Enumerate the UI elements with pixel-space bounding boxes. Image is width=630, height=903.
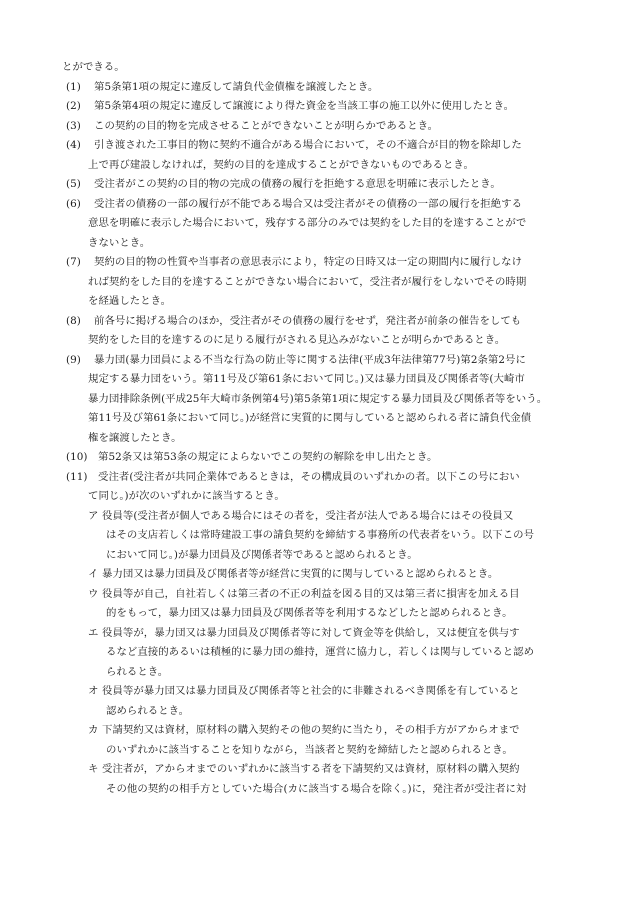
line-text: とができる。 <box>62 61 125 73</box>
line-text: を経過したとき。 <box>88 295 172 307</box>
line-text: 契約の目的物の性質や当事者の意思表示により，特定の日時又は一定の期間内に履行しなけ <box>94 256 523 268</box>
line-text: のいずれかに該当することを知りながら，当該者と契約を締結したと認められるとき。 <box>106 743 513 756</box>
line-text: その他の契約の相手方としていた場合(カに該当する場合を除く。)に，発注者が受注者に対 <box>106 782 527 795</box>
text-line <box>62 721 582 741</box>
sub-item-marker: ア <box>88 509 99 522</box>
text-line <box>62 136 582 156</box>
line-text: 引き渡された工事目的物に契約不適合がある場合において，その不適合が目的物を除却した <box>94 139 522 151</box>
line-text: 契約をした目的を達するのに足りる履行がされる見込みがないことが明らかであるとき。 <box>88 334 506 346</box>
text-line <box>62 663 582 683</box>
line-text: 第52条又は第53条の規定によらないでこの契約の解除を申し出たとき。 <box>98 451 438 463</box>
text-line <box>62 526 582 546</box>
line-text: るなど直接的あるいは積極的に暴力団の維持，運営に協力し，若しくは関与していると認め <box>106 646 535 658</box>
text-line <box>62 585 582 605</box>
text-line <box>62 370 582 390</box>
line-text: 受注者が，アからオまでのいずれかに該当する者を下請契約又は資材，原材料の購入契約 <box>102 763 520 775</box>
line-text: 役員等が暴力団又は暴力団員及び関係者等と社会的に非難されるべき関係を有していると <box>102 685 520 697</box>
text-line <box>62 351 582 371</box>
line-text: れば契約をした目的を達することができない場合において，受注者が履行をしないでその時期 <box>88 275 527 288</box>
text-line <box>62 58 582 78</box>
text-line <box>62 682 582 702</box>
line-text: 役員等(受注者が個人である場合にはその者を，受注者が法人である場合にはその役員又 <box>102 509 514 522</box>
line-text: 暴力団又は暴力団員及び関係者等が経営に実質的に関与していると認められるとき。 <box>102 568 499 580</box>
line-text: 的をもって，暴力団又は暴力団員及び関係者等を利用するなどしたと認められるとき。 <box>106 607 513 619</box>
text-line <box>62 604 582 624</box>
text-line <box>62 331 582 351</box>
text-line <box>62 273 582 293</box>
line-text: 受注者の債務の一部の履行が不能である場合又は受注者がその債務の一部の履行を拒絶する <box>94 197 523 210</box>
item-number: (4) <box>66 139 81 151</box>
line-text: この契約の目的物を完成させることができないことが明らかであるとき。 <box>94 119 439 132</box>
text-line <box>62 429 582 449</box>
text-line <box>62 409 582 429</box>
text-line <box>62 97 582 117</box>
text-line <box>62 390 582 410</box>
line-text: 下請契約又は資材，原材料の購入契約その他の契約に当たり，その相手方がアからオまで <box>102 724 520 736</box>
item-number: (2) <box>66 100 81 112</box>
item-number: (11) <box>66 470 88 483</box>
line-text: 暴力団(暴力団員による不当な行為の防止等に関する法律(平成3年法律第77号)第2条第2号に <box>94 353 526 366</box>
item-number: (6) <box>66 197 81 210</box>
text-line <box>62 253 582 273</box>
line-text: 役員等が，暴力団又は暴力団員及び関係者等に対して資金等を供給し，又は便宜を供与す <box>102 626 520 639</box>
line-text: 暴力団排除条例(平成25年大崎市条例第4号)第5条第1項に規定する暴力団員及び関係者等をいう。 <box>88 392 548 405</box>
sub-item-marker: イ <box>88 568 99 580</box>
line-text: 前各号に掲げる場合のほか，受注者がその債務の履行をせず，発注者が前条の催告をしても <box>94 314 522 327</box>
line-text: 受注者(受注者が共同企業体であるときは，その構成員のいずれかの者。以下この号におい <box>98 470 520 483</box>
line-text: きないとき。 <box>88 236 151 249</box>
text-line <box>62 546 582 566</box>
line-text: において同じ。)が暴力団員及び関係者等であると認められるとき。 <box>106 548 418 561</box>
sub-item-marker: ウ <box>88 587 99 600</box>
sub-item-marker: カ <box>88 724 99 736</box>
text-line <box>62 292 582 312</box>
line-text: 認められるとき。 <box>106 704 190 717</box>
text-line <box>62 195 582 215</box>
line-text: はその支店若しくは常時建設工事の請負契約を締結する事務所の代表者をいう。以下この号 <box>106 529 535 541</box>
line-text: 上で再び建設しなければ，契約の目的を達成することができないものであるとき。 <box>88 158 474 171</box>
item-number: (10) <box>66 451 88 463</box>
line-text: 権を譲渡したとき。 <box>88 431 182 444</box>
document-page <box>62 58 582 799</box>
text-line <box>62 156 582 176</box>
text-line <box>62 643 582 663</box>
item-number: (5) <box>66 178 81 190</box>
text-line <box>62 117 582 137</box>
item-number: (3) <box>66 119 81 132</box>
line-text: られるとき。 <box>106 665 169 678</box>
text-line <box>62 741 582 761</box>
text-line <box>62 312 582 332</box>
item-number: (7) <box>66 256 81 268</box>
text-line <box>62 565 582 585</box>
text-line <box>62 702 582 722</box>
sub-item-marker: キ <box>88 763 99 775</box>
text-line <box>62 624 582 644</box>
item-number: (8) <box>66 314 81 327</box>
text-line <box>62 468 582 488</box>
text-line <box>62 175 582 195</box>
line-text: 第5条第4項の規定に違反して譲渡により得た資金を当該工事の施工以外に使用したとき。 <box>94 100 515 112</box>
item-number: (1) <box>66 80 81 93</box>
text-line <box>62 78 582 98</box>
item-number: (9) <box>66 353 81 366</box>
text-line <box>62 507 582 527</box>
line-text: 第11号及び第61条において同じ。)が経営に実質的に関与していると認められる者に請負代金債 <box>88 412 532 424</box>
sub-item-marker: エ <box>88 626 99 639</box>
line-text: 第5条第1項の規定に違反して請負代金債権を譲渡したとき。 <box>94 80 379 93</box>
line-text: 意思を明確に表示した場合において，残存する部分のみでは契約をした目的を達することがで <box>88 217 527 229</box>
line-text: 受注者がこの契約の目的物の完成の債務の履行を拒絶する意思を明確に表示したとき。 <box>94 178 501 190</box>
line-text: 規定する暴力団をいう。第11号及び第61条において同じ。)又は暴力団員及び関係者等(大崎市 <box>88 373 525 385</box>
line-text: 役員等が自己，自社若しくは第三者の不正の利益を図る目的又は第三者に損害を加える目 <box>102 587 520 600</box>
text-line <box>62 214 582 234</box>
line-text: て同じ。)が次のいずれかに該当するとき。 <box>88 490 285 502</box>
text-line <box>62 780 582 800</box>
text-line <box>62 760 582 780</box>
text-line <box>62 234 582 254</box>
text-line <box>62 487 582 507</box>
sub-item-marker: オ <box>88 685 99 697</box>
text-line <box>62 448 582 468</box>
